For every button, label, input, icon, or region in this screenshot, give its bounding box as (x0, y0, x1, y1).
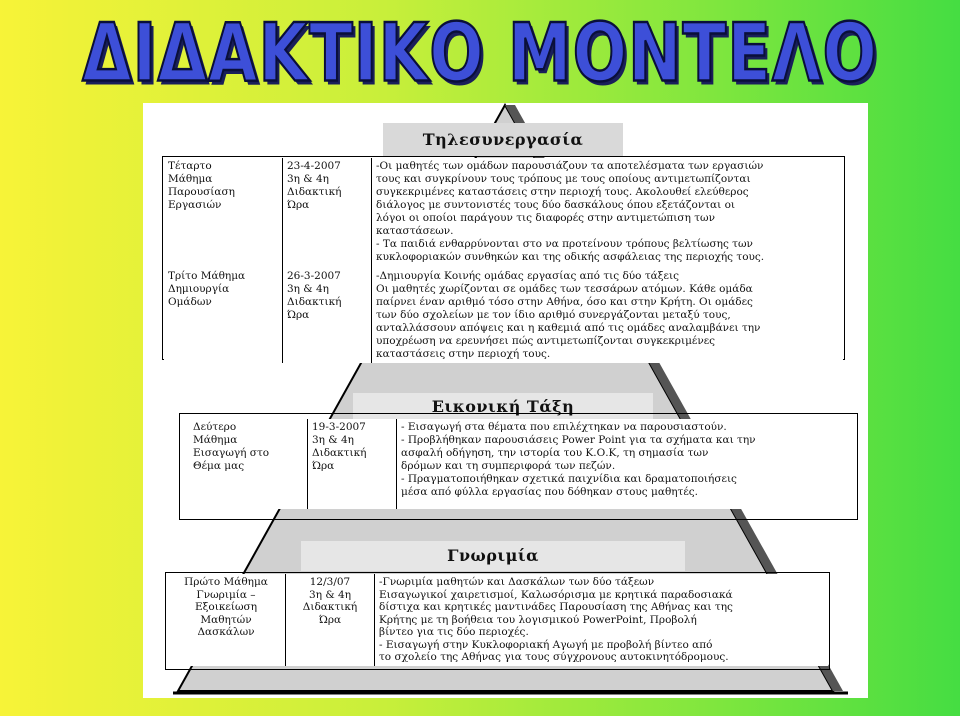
table-row (164, 158, 843, 268)
content-line: -Γνωριμία μαθητών και Δασκάλων των δύο τάξεων (379, 576, 655, 588)
content-cell (372, 158, 844, 268)
date-cell (283, 268, 372, 363)
table-row (167, 574, 828, 666)
content-line: Κρήτης με τη βοήθεια του λογισμικού PowerPoint, Προβολή (379, 613, 697, 626)
lesson-line: Θέμα μας (193, 460, 245, 472)
date-cell (308, 419, 397, 509)
lesson-line: Εξοικείωση (194, 601, 258, 613)
table-row (189, 419, 855, 509)
content-line: καταστάσεων. (376, 225, 454, 237)
content-line: κυκλοφοριακών συνθηκών και της οδικής ασφάλειας της περιοχής τους. (376, 251, 765, 263)
content-line: βίντεο για τις δύο περιοχές. (379, 626, 529, 638)
content-cell (372, 268, 844, 363)
lesson-line: Τρίτο Μάθημα (168, 270, 246, 282)
date-text: 19-3-2007 (312, 421, 366, 433)
hours-line: Ώρα (312, 460, 335, 472)
date-text: 12/3/07 (309, 576, 351, 588)
page-title: ΔΙΔΑΚΤΙΚΟ ΜΟΝΤΕΛΟ (82, 8, 878, 101)
content-line: ασφαλή οδήγηση, την ιστορία του Κ.Ο.Κ, τη σημασία των (401, 447, 709, 459)
lesson-line: Εργασιών (168, 199, 222, 211)
section-heading-gnorimia: Γνωριμία (301, 541, 685, 571)
lesson-line: Εισαγωγή στο (193, 447, 270, 459)
schedule-table-tilesynergasia (164, 158, 843, 363)
content-line: -Οι μαθητές των ομάδων παρουσιάζουν τα αποτελέσματα των εργασιών (376, 160, 764, 172)
content-line: υποχρέωση να ερευνήσει πώς αντιμετωπίζονται συγκεκριμένες (376, 335, 716, 347)
lesson-line: Μάθημα (168, 173, 213, 185)
date-cell (283, 158, 372, 268)
content-line: -Δημιουργία Κοινής ομάδας εργασίας από τις δύο τάξεις (376, 270, 679, 282)
hours-line: Διδακτική (302, 601, 358, 613)
hours-line: 3η & 4η (287, 173, 329, 185)
hours-line: 3η & 4η (312, 434, 354, 446)
hours-line: Διδακτική (287, 296, 342, 308)
lesson-line: Τέταρτο (168, 160, 212, 172)
lesson-cell (164, 268, 283, 363)
hours-line: 3η & 4η (309, 588, 351, 601)
content-line: διάλογος με συντονιστές τους δύο δασκάλους όπου εξετάζονται οι (376, 199, 736, 211)
lesson-line: Μαθητών (200, 613, 252, 626)
content-line: καταστάσεις στην περιοχή τους. (376, 348, 551, 360)
content-line: λόγοι οι οποίοι παράγουν τις διαφορές στην αντιμετώπιση των (376, 212, 715, 224)
date-cell (286, 574, 375, 666)
content-line: δρόμων και τη συμπεριφορά των πεζών. (401, 460, 616, 472)
content-line: συγκεκριμένες καταστάσεις στην περιοχή τους. Ακολουθεί ελεύθερος (376, 186, 749, 198)
hours-line: Διδακτική (287, 186, 342, 198)
hours-line: 3η & 4η (287, 283, 329, 295)
content-line: τους και συγκρίνουν τους τρόπους με τους οποίους αντιμετωπίζονται (376, 173, 751, 185)
content-line: ανταλλάσσουν απόψεις και η καθεμιά από τις ομάδες αναλαμβάνει την (376, 322, 761, 334)
schedule-table-gnorimia (167, 574, 828, 666)
section-heading-tilesynergasia: Τηλεσυνεργασία (383, 123, 623, 157)
lesson-line: Πρώτο Μάθημα (184, 576, 268, 588)
content-cell (397, 419, 856, 509)
content-line: - Εισαγωγή στα θέματα που επιλέχτηκαν να παρουσιαστούν. (401, 421, 727, 433)
lesson-cell (189, 419, 308, 509)
hours-line: Ώρα (318, 613, 342, 626)
content-line: - Τα παιδιά ενθαρρύνονται στο να προτείνουν τρόπους βελτίωσης των (376, 238, 753, 250)
content-cell (375, 574, 829, 666)
content-line: - Προβλήθηκαν παρουσιάσεις Power Point για τα σχήματα και την (401, 434, 756, 446)
lesson-line: Ομάδων (168, 296, 212, 308)
hours-line: Ώρα (287, 309, 310, 321)
date-text: 23-4-2007 (287, 160, 341, 172)
lesson-line: Γνωριμία – (196, 588, 256, 601)
content-line: - Εισαγωγή στην Κυκλοφοριακή Αγωγή με προβολή βίντεο από (379, 638, 713, 651)
content-line: Οι μαθητές χωρίζονται σε ομάδες των τεσσάρων ατόμων. Κάθε ομάδα (376, 283, 753, 295)
lesson-line: Δασκάλων (197, 626, 255, 638)
section-heading-eikoniki-taxi: Εικονική Τάξη (353, 393, 653, 421)
date-text: 26-3-2007 (287, 270, 341, 282)
lesson-cell (164, 158, 283, 268)
content-line: μέσα από φύλλα εργασίας που δόθηκαν στους μαθητές. (401, 486, 699, 498)
lesson-line: Μάθημα (193, 434, 238, 446)
lesson-cell (167, 574, 286, 666)
lesson-line: Δεύτερο (193, 421, 237, 433)
lesson-line: Δημιουργία (168, 283, 230, 295)
schedule-table-eikoniki-taxi (189, 419, 855, 509)
lesson-line: Παρουσίαση (168, 186, 235, 198)
content-line: το σχολείο της Αθήνας για τους σύγχρονους αυτοκινητόδρομους. (379, 651, 729, 663)
content-line: δίστιχα και κρητικές μαντινάδες Παρουσίαση της Αθήνας και της (379, 601, 733, 613)
content-line: Εισαγωγικοί χαιρετισμοί, Καλωσόρισμα με κρητικά παραδοσιακά (379, 588, 733, 601)
content-line: παίρνει έναν αριθμό τόσο στην Αθήνα, όσο και στην Κρήτη. Οι ομάδες (376, 296, 753, 308)
slide-content (143, 103, 868, 698)
table-row (164, 268, 843, 363)
hours-line: Διδακτική (312, 447, 367, 459)
content-line: των δύο σχολείων με τον ίδιο αριθμό συνεργάζονται μεταξύ τους, (376, 309, 731, 321)
content-line: - Πραγματοποιήθηκαν σχετικά παιχνίδια και δραματοποιήσεις (401, 473, 737, 485)
hours-line: Ώρα (287, 199, 310, 211)
